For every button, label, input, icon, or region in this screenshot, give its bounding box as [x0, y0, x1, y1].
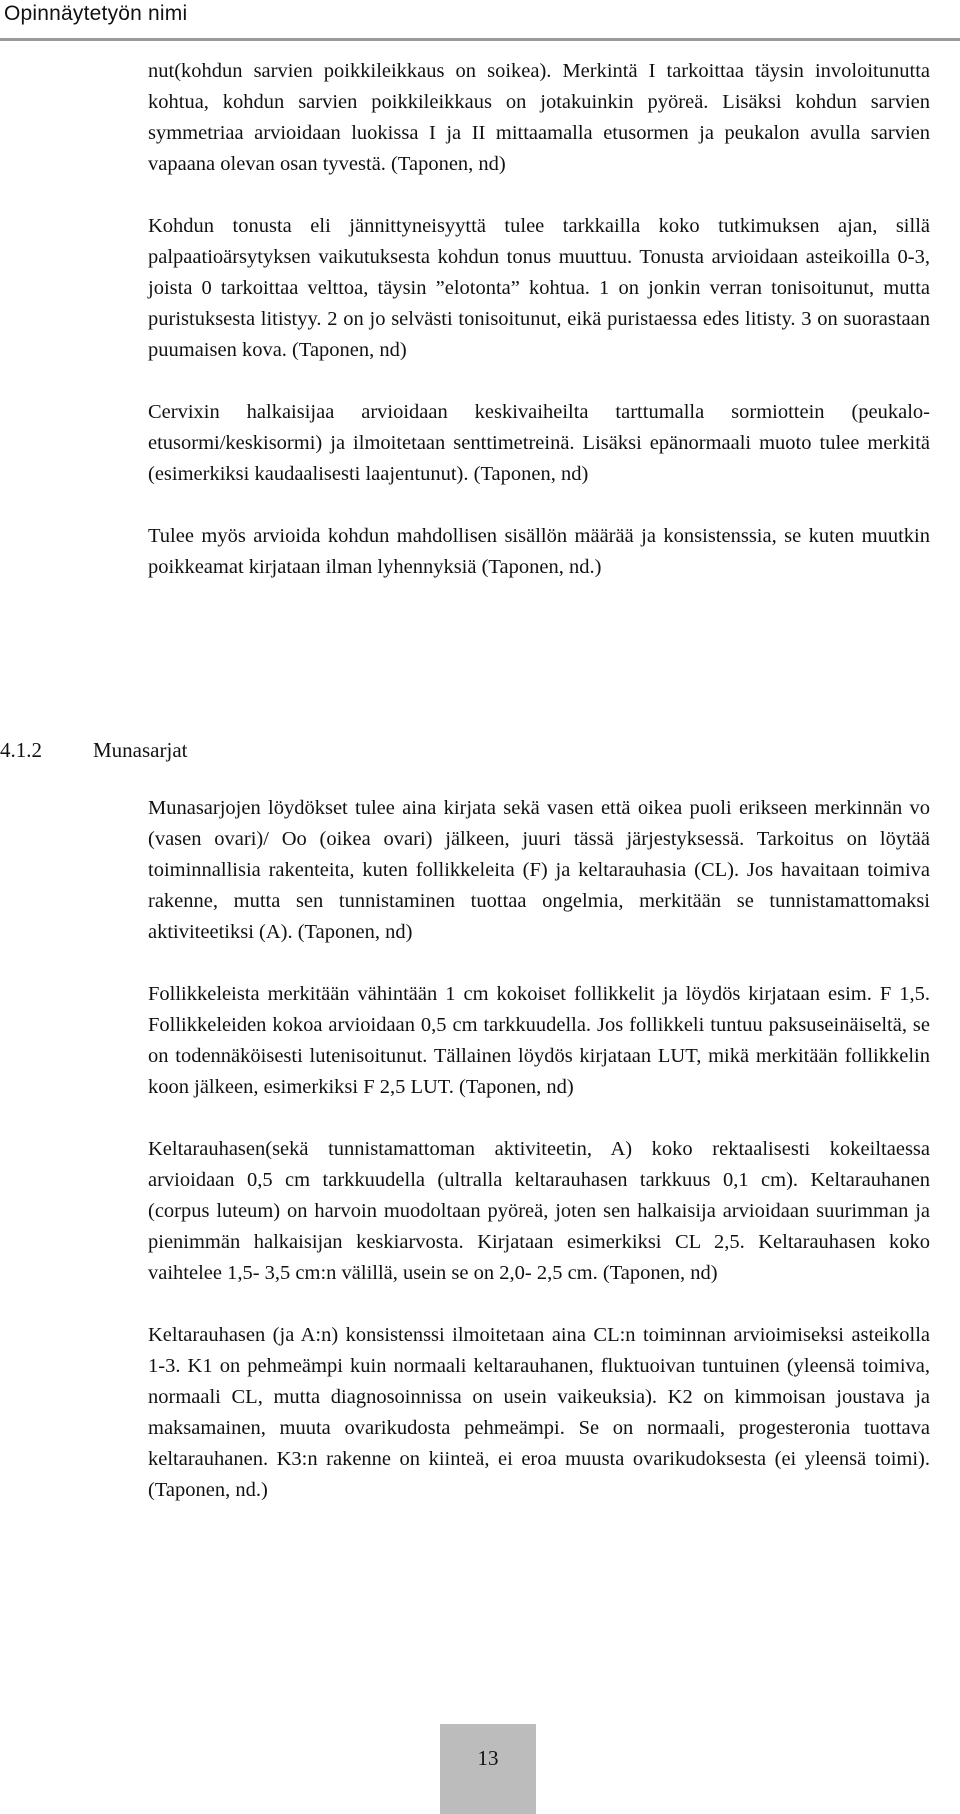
section-title: Munasarjat [93, 738, 188, 762]
header-divider [0, 38, 960, 41]
page-number-box [440, 1724, 536, 1814]
text-block-bottom [148, 793, 930, 1506]
section-number: 4.1.2 [0, 738, 42, 762]
paragraph: Keltarauhasen (ja A:n) konsistenssi ilmoitetaan aina CL:n toiminnan arvioimiseksi asteikolla 1-3. K1 on pehmeämpi kuin normaali keltarauhanen, fluktuoivan tuntuinen (yleensä toimiva, normaali CL, mutta diagnosoinnissa on usein vaikeuksia). K2 on kimmoisan joustava ja maksamainen, muuta ovarikudosta pehmeämpi. Se on normaali, progesteronia tuottava keltarauhanen. K3:n rakenne on kiinteä, ei eroa muusta ovarikudoksesta (ei yleensä toimi). (Taponen, nd.) [148, 1324, 930, 1501]
document-title: Opinnäytetyön nimi [4, 2, 188, 25]
paragraph: Munasarjojen löydökset tulee aina kirjata sekä vasen että oikea puoli erikseen merkinnän vo (vasen ovari)/ Oo (oikea ovari) jälkeen, juuri tässä järjestyksessä. Tarkoitus on löytää toiminnallisia rakenteita, kuten follikkeleita (F) ja keltarauhasia (CL). Jos havaitaan toimiva rakenne, mutta sen tunnistaminen tuottaa ongelmia, merkitään se tunnistamattomaksi aktiviteetiksi (A). (Taponen, nd) [148, 797, 930, 943]
page-number: 13 [477, 1746, 499, 1770]
text-block-top [148, 56, 930, 583]
paragraph: Cervixin halkaisijaa arvioidaan keskivaiheilta tarttumalla sormiottein (peukalo- etusormi/keskisormi) ja ilmoitetaan senttimetreinä. Lisäksi epänormaali muoto tulee merkitä (esimerkiksi kaudaalisesti laajentunut). (Taponen, nd) [148, 401, 930, 485]
section-heading [0, 735, 187, 766]
paragraph: Tulee myös arvioida kohdun mahdollisen sisällön määrää ja konsistenssia, se kuten muutkin poikkeamat kirjataan ilman lyhennyksiä (Taponen, nd.) [148, 525, 930, 578]
paragraph: Kohdun tonusta eli jännittyneisyyttä tulee tarkkailla koko tutkimuksen ajan, sillä palpaatioärsytyksen vaikutuksesta kohdun tonus muuttuu. Tonusta arvioidaan asteikoilla 0-3, joista 0 tarkoittaa velttoa, täysin ”elotonta” kohtua. 1 on jonkin verran tonisoitunut, mutta puristuksesta litistyy. 2 on jo selvästi tonisoitunut, eikä puristaessa edes litisty. 3 on suorastaan puumaisen kova. (Taponen, nd) [148, 215, 930, 361]
paragraph: Keltarauhasen(sekä tunnistamattoman aktiviteetin, A) koko rektaalisesti kokeiltaessa arvioidaan 0,5 cm tarkkuudella (ultralla keltarauhasen tarkkuus 0,1 cm). Keltarauhanen (corpus luteum) on harvoin muodoltaan pyöreä, joten sen halkaisija arvioidaan suurimman ja pienimmän halkaisijan keskiarvosta. Kirjataan esimerkiksi CL 2,5. Keltarauhasen koko vaihtelee 1,5- 3,5 cm:n välillä, usein se on 2,0- 2,5 cm. (Taponen, nd) [148, 1138, 930, 1284]
paragraph: nut(kohdun sarvien poikkileikkaus on soikea). Merkintä I tarkoittaa täysin involoitunutta kohtua, kohdun sarvien poikkileikkaus on jotakuinkin pyöreä. Lisäksi kohdun sarvien symmetriaa arvioidaan luokissa I ja II mittaamalla etusormen ja peukalon avulla sarvien vapaana olevan osan tyvestä. (Taponen, nd) [148, 60, 930, 175]
page-header [0, 0, 960, 38]
paragraph: Follikkeleista merkitään vähintään 1 cm kokoiset follikkelit ja löydös kirjataan esim. F 1,5. Follikkeleiden kokoa arvioidaan 0,5 cm tarkkuudella. Jos follikkeli tuntuu paksuseinäiseltä, se on todennäköisesti lutenisoitunut. Tällainen löydös kirjataan LUT, mikä merkitään follikkelin koon jälkeen, esimerkiksi F 2,5 LUT. (Taponen, nd) [148, 983, 930, 1098]
